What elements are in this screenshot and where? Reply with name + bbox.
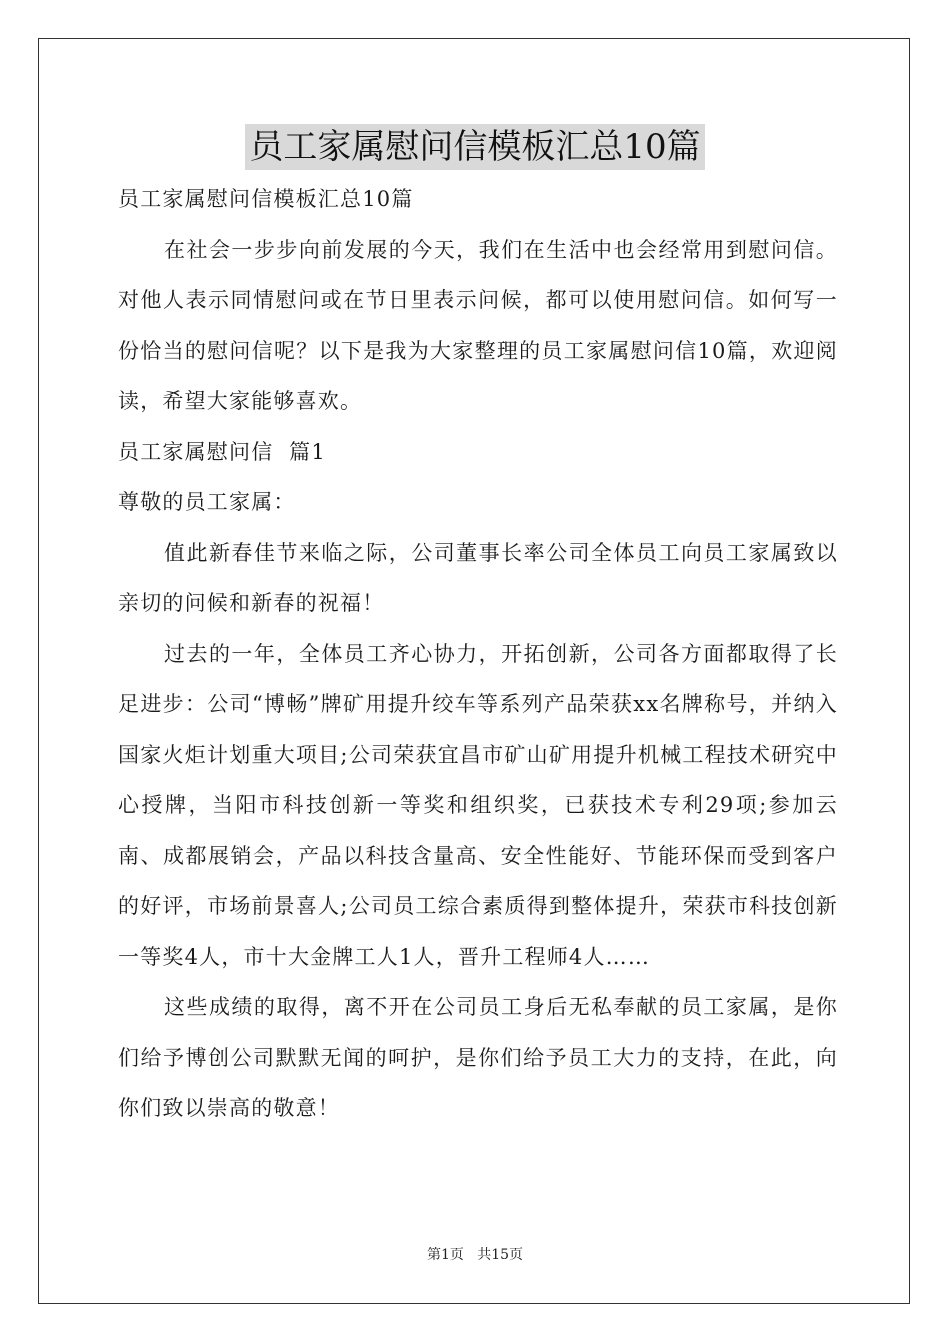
title-container xyxy=(0,124,950,170)
body-paragraph-3: 这些成绩的取得，离不开在公司员工身后无私奉献的员工家属，是你们给予博创公司默默无闻的呵护，是你们给予员工大力的支持，在此，向你们致以崇高的敬意！ xyxy=(118,995,838,1120)
document-title: 员工家属慰问信模板汇总10篇 xyxy=(245,124,704,170)
document-body xyxy=(118,174,838,1134)
body-paragraph-1: 值此新春佳节来临之际，公司董事长率公司全体员工向员工家属致以亲切的问候和新春的祝福！ xyxy=(118,540,838,615)
section-heading: 员工家属慰问信 篇1 xyxy=(118,439,326,464)
salutation: 尊敬的员工家属： xyxy=(118,490,296,514)
body-paragraph-2: 过去的一年，全体员工齐心协力，开拓创新，公司各方面都取得了长足进步：公司“博畅”牌矿用提升绞车等系列产品荣获xx名牌称号，并纳入国家火炬计划重大项目;公司荣获宜昌市矿山矿用提升机械工程技术研究中心授牌，当阳市科技创新一等奖和组织奖，已获技术专利29项;参加云南、成都展销会，产品以科技含量高、安全性能好、节能环保而受到客户的好评，市场前景喜人;公司员工综合素质得到整体提升，荣获市科技创新一等奖4人，市十大金牌工人1人，晋升工程师4人…… xyxy=(118,641,838,969)
document-subtitle: 员工家属慰问信模板汇总10篇 xyxy=(118,187,414,211)
page-footer: 第1页 共15页 xyxy=(426,1247,524,1263)
intro-paragraph: 在社会一步步向前发展的今天，我们在生活中也会经常用到慰问信。对他人表示同情慰问或在节日里表示问候，都可以使用慰问信。如何写一份恰当的慰问信呢？以下是我为大家整理的员工家属慰问信10篇，欢迎阅读，希望大家能够喜欢。 xyxy=(118,237,838,413)
